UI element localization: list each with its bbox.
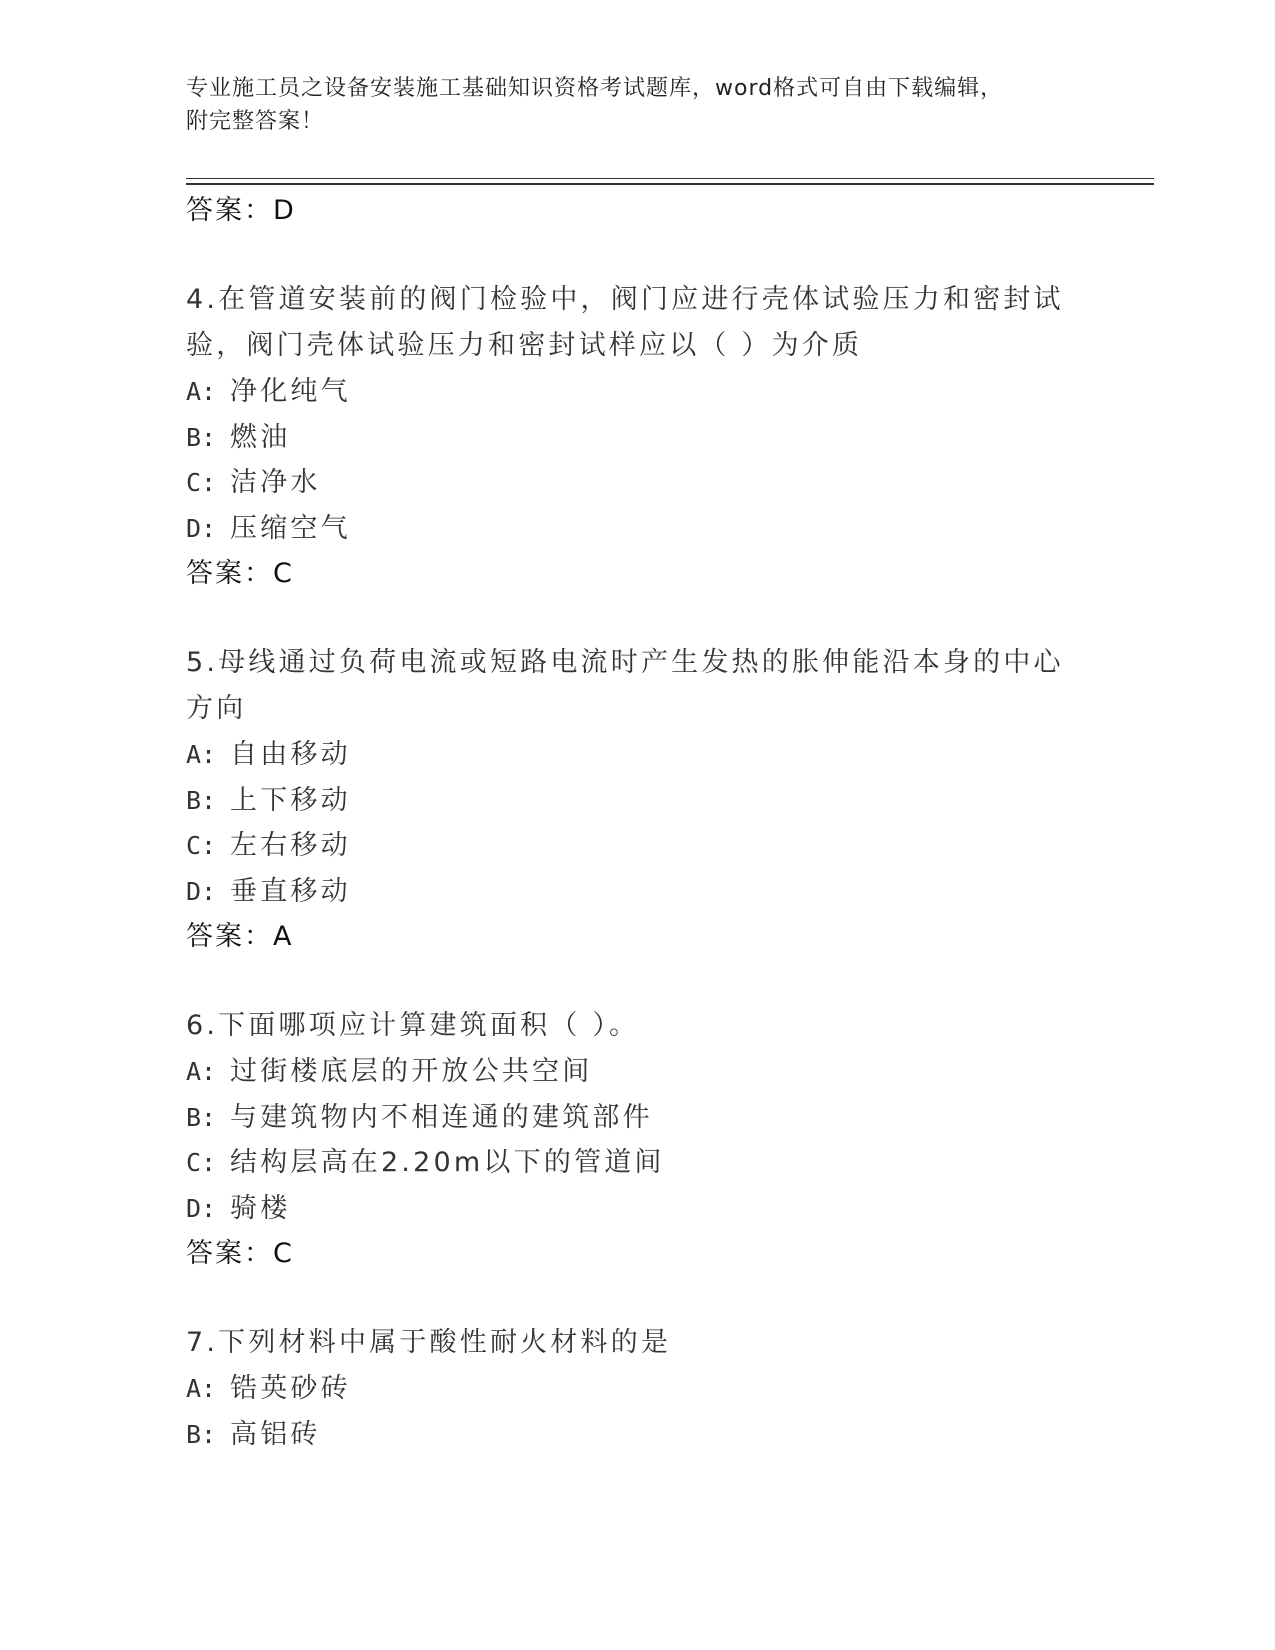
option-item [186,869,1086,915]
option-key: A: [186,740,217,769]
question-block [186,640,1086,960]
option-item [186,506,1086,552]
option-text: 锆英砂砖 [230,1373,351,1404]
option-text: 燃油 [230,421,291,453]
option-text: 骑楼 [230,1192,291,1224]
answer-line: 答案：C [186,558,294,589]
answer-line: 答案：D [186,195,296,226]
option-text: 压缩空气 [230,512,351,544]
question-block [186,1320,1086,1457]
option-key: D: [186,513,217,543]
question-text: 7.下列材料中属于酸性耐火材料的是 [186,1327,672,1358]
option-item [186,1095,1086,1141]
question-text: 6.下面哪项应计算建筑面积（ ）。 [186,1010,640,1041]
option-item [186,1186,1086,1232]
option-item [186,1366,1086,1412]
question-list [186,188,1086,1457]
option-key: B: [186,785,217,815]
option-item [186,732,1086,778]
option-key: B: [186,422,217,452]
question-block [186,1003,1086,1277]
document-header [186,72,1066,138]
header-line-2: 附完整答案！ [186,109,325,134]
option-item [186,1412,1086,1458]
option-text: 洁净水 [230,467,321,498]
option-text: 上下移动 [230,784,351,816]
question-text: 5.母线通过负荷电流或短路电流时产生发热的胀伸能沿本身的中心方向 [186,647,1064,724]
option-key: A: [186,1057,217,1086]
option-text: 与建筑物内不相连通的建筑部件 [230,1101,653,1133]
option-text: 左右移动 [230,830,351,861]
option-text: 垂直移动 [230,875,351,907]
option-item [186,778,1086,824]
option-key: A: [186,1374,217,1403]
option-text: 高铝砖 [230,1418,321,1450]
header-line-1: 专业施工员之设备安装施工基础知识资格考试题库，word格式可自由下载编辑， [186,76,1004,101]
option-item [186,460,1086,506]
option-item [186,1049,1086,1095]
question-text: 4.在管道安装前的阀门检验中，阀门应进行壳体试验压力和密封试验，阀门壳体试验压力和密封试样应以（ ）为介质 [186,284,1064,361]
option-key: C: [186,1148,217,1177]
answer-line: 答案：C [186,1238,294,1269]
option-text: 过街楼底层的开放公共空间 [230,1056,593,1087]
question-block [186,277,1086,597]
answer-line: 答案：A [186,921,294,952]
option-item [186,415,1086,461]
option-text: 净化纯气 [230,376,351,407]
option-key: D: [186,876,217,906]
header-divider-thick [186,183,1154,185]
option-text: 自由移动 [230,739,351,770]
option-key: C: [186,831,217,860]
header-divider-thin [186,178,1154,179]
option-text: 结构层高在2.20m以下的管道间 [230,1147,665,1178]
option-item [186,369,1086,415]
option-key: B: [186,1102,217,1132]
option-key: A: [186,377,217,406]
option-key: B: [186,1419,217,1449]
option-item [186,1140,1086,1186]
option-item [186,823,1086,869]
option-key: D: [186,1193,217,1223]
option-key: C: [186,468,217,497]
